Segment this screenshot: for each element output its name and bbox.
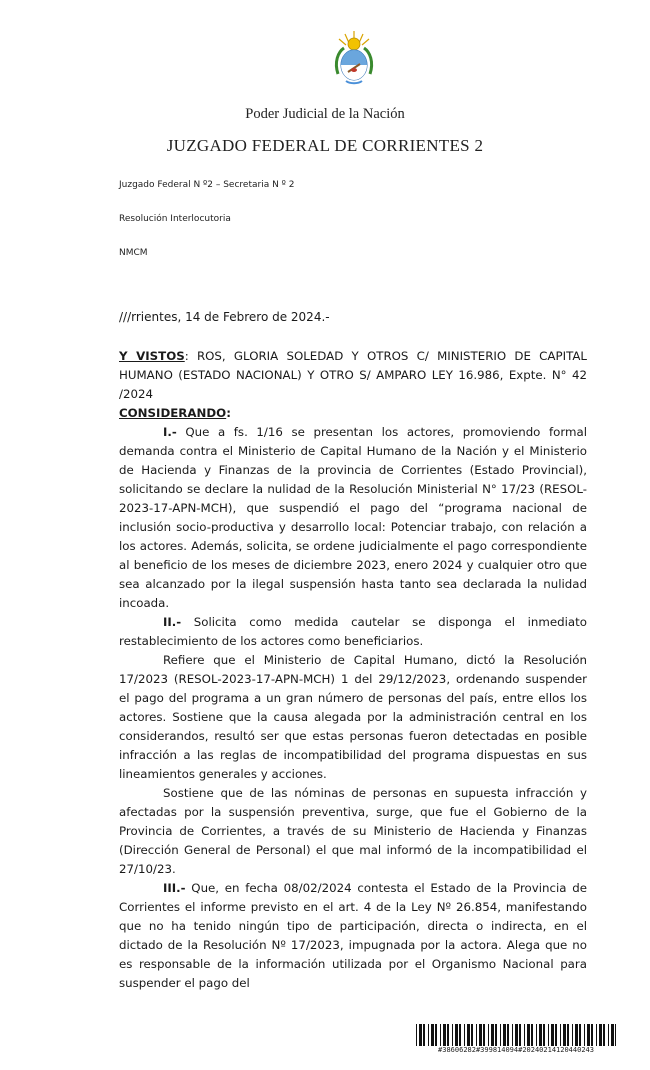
court-secretariat-line: Juzgado Federal N º2 – Secretaria N º 2 [119, 180, 295, 190]
barcode-number: #38606282#399814094#20240214120440243 [438, 1046, 594, 1054]
considerando-heading: CONSIDERANDO [119, 406, 227, 420]
paragraph-4-text: Sostiene que de las nóminas de personas en supuesta infracción y afectadas por la suspensión preventiva, surge, que fue el Gobierno de la Provincia de Corrientes, a través de su Ministerio de Hacienda y Finanzas (Dirección General de Personal) el que mal informó de la incompatibilidad el 27/10/23. [119, 786, 587, 876]
paragraph-5-text: Que, en fecha 08/02/2024 contesta el Estado de la Provincia de Corrientes el informe previsto en el art. 4 de la Ley Nº 26.854, manifestando que no ha tenido ningún tipo de participación, directa o indirecta, en el dictado de la Resolución Nº 17/2023, impugnada por la actora. Alega que no es responsable de la información utilizada por el Organismo Nacional para suspender el pago del [119, 881, 587, 990]
vistos-paragraph [119, 347, 587, 404]
barcode-icon [416, 1024, 616, 1046]
resolution-date: ///rrientes, 14 de Febrero de 2024.- [119, 310, 330, 324]
initials: NMCM [119, 248, 148, 258]
considerando-colon: : [226, 406, 231, 420]
paragraph-1-number: I.- [163, 425, 177, 439]
argentina-coat-of-arms-icon [330, 28, 378, 92]
paragraph-3 [119, 651, 587, 784]
paragraph-4 [119, 784, 587, 879]
paragraph-1-text: Que a fs. 1/16 se presentan los actores, promoviendo formal demanda contra el Ministerio de Capital Humano de la Nación y el Ministerio de Hacienda y Finanzas de la provincia de Corrientes (Estado Provincial), solicitando se declare la nulidad de la Resolución Ministerial N° 17/23 (RESOL-2023-17-APN-MCH), que suspendió el pago del “programa nacional de inclusión socio-productiva y desarrollo local: Potenciar trabajo, con relación a los actores. Además, solicita, se ordene judicialmente el pago correspondiente al beneficio de los meses de diciembre 2023, enero 2024 y cualquier otro que sea alcanzado por la ilegal suspensión hasta tanto sea declarada la nulidad incoada. [119, 425, 587, 610]
paragraph-3-text: Refiere que el Ministerio de Capital Humano, dictó la Resolución 17/2023 (RESOL-2023-17-APN-MCH) 1 del 29/12/2023, ordenando suspender el pago del programa a un gran número de personas del país, entre ellos los actores. Sostiene que la causa alegada por la administración central en los considerandos, resultó ser que estas personas fueron detectadas en posible infracción a las reglas de incompatibilidad del programa dispuestas en sus lineamientos generales y acciones. [119, 653, 587, 781]
paragraph-5 [119, 879, 587, 993]
court-title: JUZGADO FEDERAL DE CORRIENTES 2 [166, 136, 484, 155]
paragraph-2 [119, 613, 587, 651]
paragraph-1 [119, 423, 587, 613]
paragraph-5-number: III.- [163, 881, 186, 895]
resolution-type: Resolución Interlocutoria [119, 214, 231, 224]
considerando-heading-line [119, 404, 587, 423]
court-name: Poder Judicial de la Nación [245, 106, 405, 122]
resolution-body [119, 347, 587, 993]
vistos-text: : ROS, GLORIA SOLEDAD Y OTROS C/ MINISTERIO DE CAPITAL HUMANO (ESTADO NACIONAL) Y OTRO S/ AMPARO LEY 16.986, Expte. N° 42 /2024 [119, 349, 587, 401]
paragraph-2-text: Solicita como medida cautelar se disponga el inmediato restablecimiento de los actores como beneficiarios. [119, 615, 587, 648]
vistos-heading: Y VISTOS [119, 349, 185, 363]
paragraph-2-number: II.- [163, 615, 182, 629]
